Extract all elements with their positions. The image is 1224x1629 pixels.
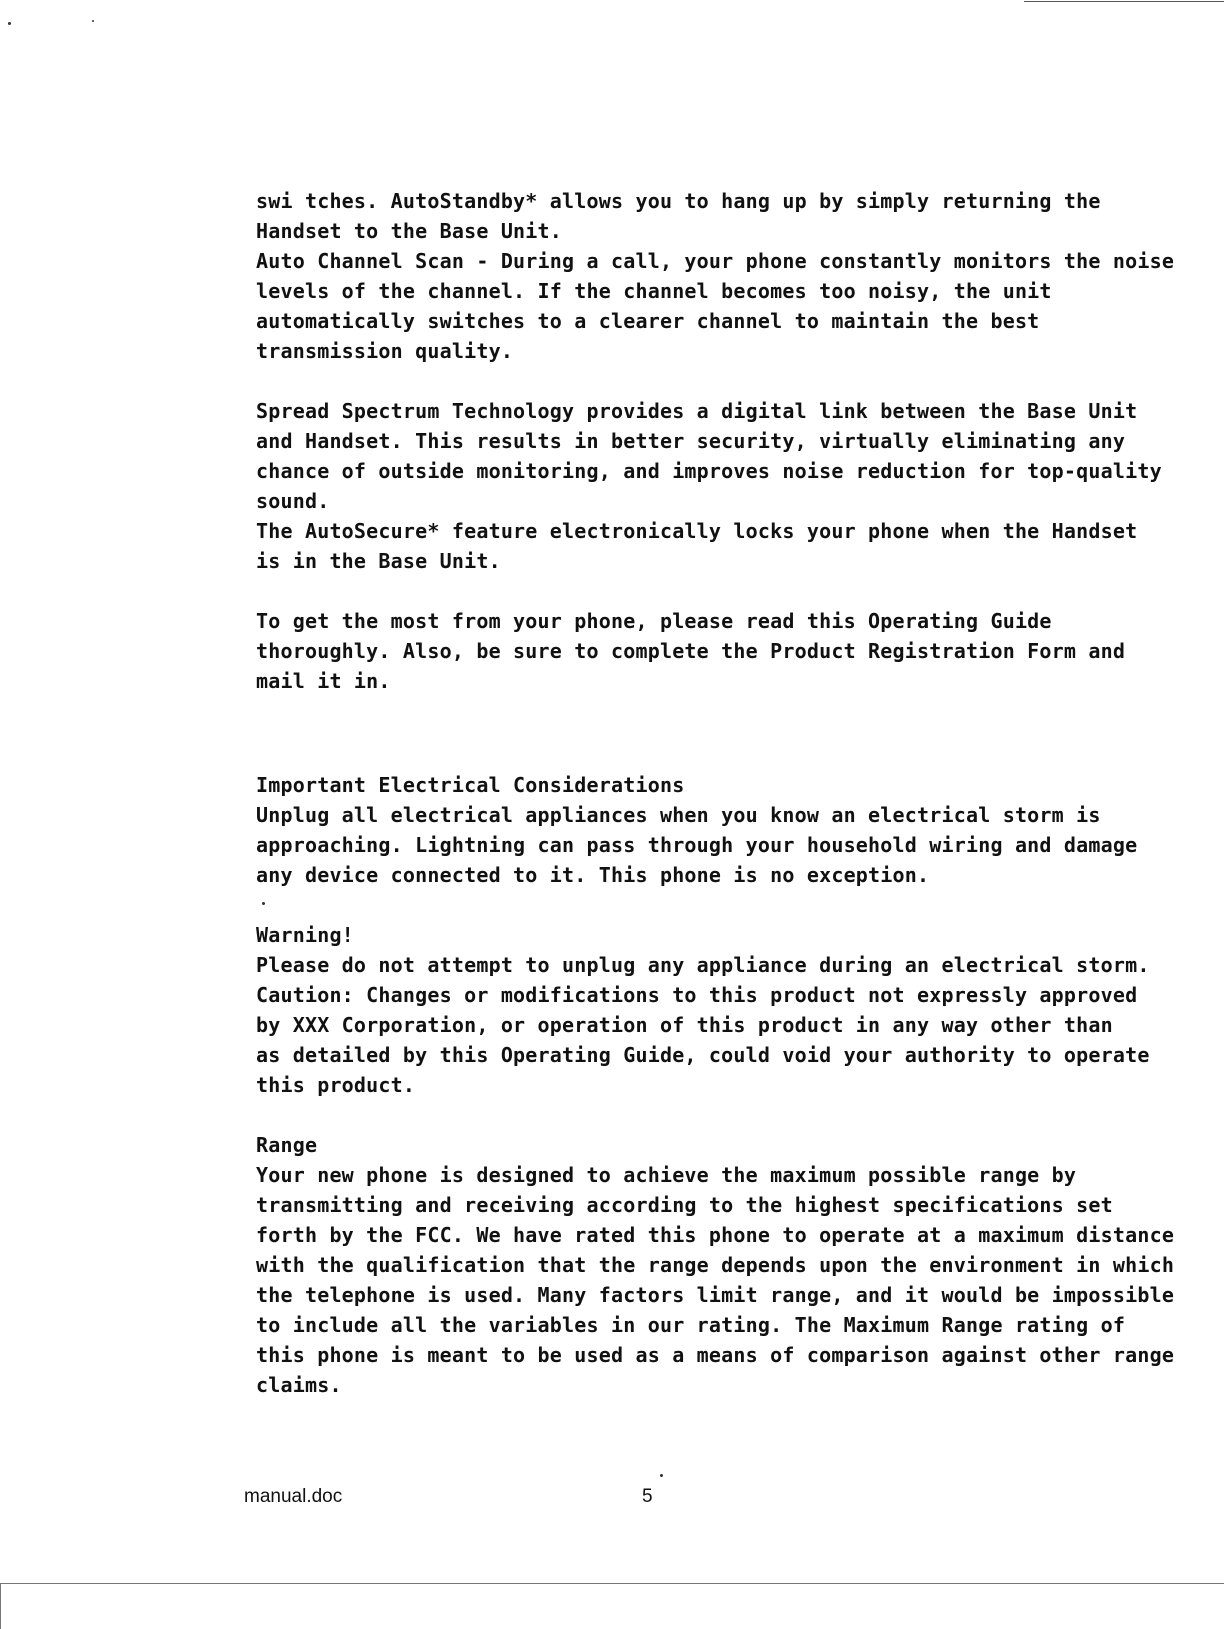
text-line: swi tches. AutoStandby* allows you to hang up by simply returning the bbox=[256, 189, 1101, 213]
section-heading: Important Electrical Considerations bbox=[256, 773, 685, 797]
text-line: Unplug all electrical appliances when you know an electrical storm is bbox=[256, 803, 1101, 827]
text-line: approaching. Lightning can pass through your household wiring and damage bbox=[256, 833, 1138, 857]
section-range bbox=[256, 1130, 1175, 1400]
text-line: and Handset. This results in better security, virtually eliminating any bbox=[256, 429, 1126, 453]
scan-speck bbox=[92, 20, 94, 22]
spacer bbox=[256, 890, 1076, 920]
text-line: thoroughly. Also, be sure to complete the Product Registration Form and bbox=[256, 639, 1126, 663]
text-line: sound. bbox=[256, 489, 330, 513]
scan-artifact-top-line bbox=[1024, 1, 1224, 2]
section-heading: Warning! bbox=[256, 923, 354, 947]
scan-artifact-bottom-line bbox=[0, 1583, 1224, 1584]
text-line: this product. bbox=[256, 1073, 416, 1097]
text-line: Please do not attempt to unplug any appliance during an electrical storm. bbox=[256, 953, 1150, 977]
section-electrical-considerations bbox=[256, 770, 1138, 890]
spacer bbox=[256, 366, 1076, 396]
text-line: any device connected to it. This phone is no exception. bbox=[256, 863, 930, 887]
spacer bbox=[256, 696, 1076, 740]
scan-speck bbox=[660, 1474, 663, 1477]
paragraph-auto-features bbox=[256, 186, 1175, 366]
paragraph-operating-guide bbox=[256, 606, 1126, 696]
text-line: with the qualification that the range depends upon the environment in which bbox=[256, 1253, 1175, 1277]
footer-filename: manual.doc bbox=[244, 1486, 343, 1507]
text-line: Spread Spectrum Technology provides a digital link between the Base Unit bbox=[256, 399, 1138, 423]
text-line: To get the most from your phone, please read this Operating Guide bbox=[256, 609, 1052, 633]
section-warning bbox=[256, 920, 1150, 1100]
text-line: by XXX Corporation, or operation of this product in any way other than bbox=[256, 1013, 1113, 1037]
text-line: as detailed by this Operating Guide, could void your authority to operate bbox=[256, 1043, 1150, 1067]
spacer bbox=[256, 740, 1076, 770]
text-line: this phone is meant to be used as a means of comparison against other range bbox=[256, 1343, 1175, 1367]
text-line: Handset to the Base Unit. bbox=[256, 219, 563, 243]
text-line: automatically switches to a clearer channel to maintain the best bbox=[256, 309, 1040, 333]
text-line: mail it in. bbox=[256, 669, 391, 693]
text-line: forth by the FCC. We have rated this phone to operate at a maximum distance bbox=[256, 1223, 1175, 1247]
text-line: transmitting and receiving according to the highest specifications set bbox=[256, 1193, 1113, 1217]
text-line: is in the Base Unit. bbox=[256, 549, 501, 573]
text-line: Your new phone is designed to achieve the maximum possible range by bbox=[256, 1163, 1077, 1187]
text-line: The AutoSecure* feature electronically locks your phone when the Handset bbox=[256, 519, 1138, 543]
text-line: to include all the variables in our rating. The Maximum Range rating of bbox=[256, 1313, 1126, 1337]
text-line: claims. bbox=[256, 1373, 342, 1397]
text-line: Auto Channel Scan - During a call, your phone constantly monitors the noise bbox=[256, 249, 1175, 273]
text-line: transmission quality. bbox=[256, 339, 514, 363]
text-line: Caution: Changes or modifications to this product not expressly approved bbox=[256, 983, 1138, 1007]
text-line: levels of the channel. If the channel becomes too noisy, the unit bbox=[256, 279, 1052, 303]
footer-page-number: 5 bbox=[642, 1486, 653, 1507]
paragraph-spread-spectrum bbox=[256, 396, 1162, 576]
section-heading: Range bbox=[256, 1133, 318, 1157]
spacer bbox=[256, 1100, 1076, 1130]
document-body bbox=[256, 186, 1175, 1400]
text-line: the telephone is used. Many factors limit range, and it would be impossible bbox=[256, 1283, 1175, 1307]
spacer bbox=[256, 576, 1076, 606]
scan-artifact-left-edge bbox=[0, 1583, 1, 1629]
scan-speck bbox=[8, 22, 11, 25]
text-line: chance of outside monitoring, and improves noise reduction for top-quality bbox=[256, 459, 1162, 483]
